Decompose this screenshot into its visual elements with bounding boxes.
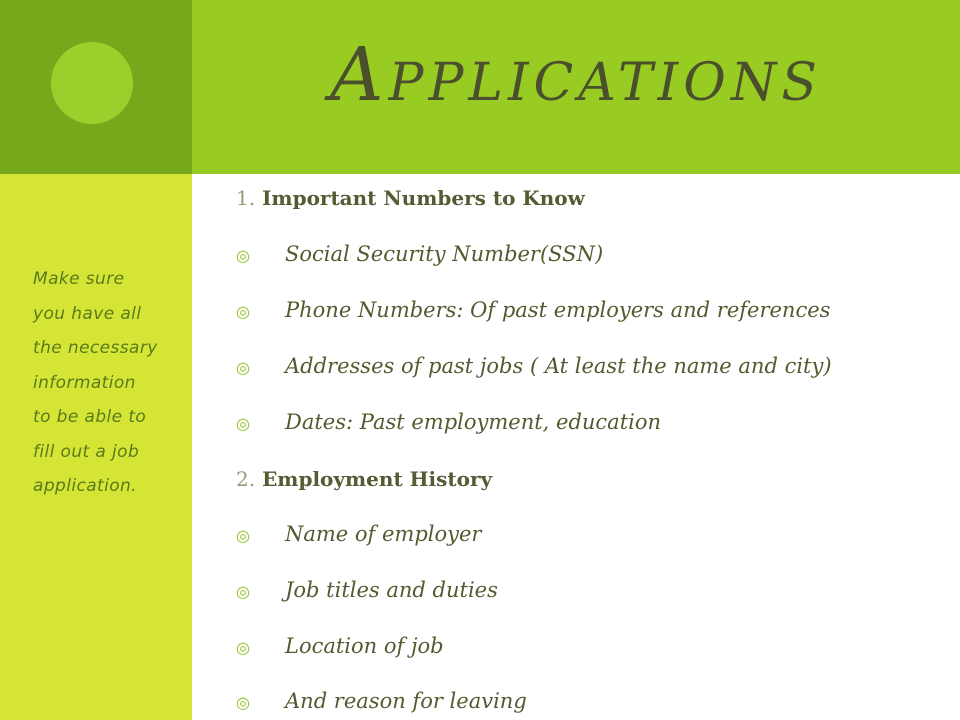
list-item-text: Dates: Past employment, education <box>285 410 662 434</box>
slide-title: Applications <box>330 32 822 118</box>
side-note-line: application. <box>33 476 137 496</box>
list-item <box>236 689 527 713</box>
section-heading-important-numbers <box>236 186 585 210</box>
side-note-line: information <box>33 372 136 393</box>
section-number: 2. <box>236 467 256 491</box>
ring-bullet-icon: ◎ <box>236 414 250 433</box>
side-note-line: you have all <box>33 303 142 324</box>
list-item-text: Job titles and duties <box>285 578 498 602</box>
list-item-text: Name of employer <box>285 522 482 546</box>
ring-bullet-icon: ◎ <box>236 526 250 545</box>
section-number: 1. <box>236 186 256 210</box>
side-note-line: fill out a job <box>33 441 140 462</box>
side-note-line: Make sure <box>33 269 125 289</box>
ring-bullet-icon: ◎ <box>236 358 250 377</box>
side-note <box>33 262 183 504</box>
side-note-line: the necessary <box>33 338 158 358</box>
list-item <box>236 634 444 658</box>
corner-block <box>0 0 192 174</box>
list-item-text: Addresses of past jobs ( At least the name and city) <box>285 354 832 378</box>
decorative-circle <box>51 42 133 124</box>
section-heading-text: Important Numbers to Know <box>262 186 585 210</box>
list-item <box>236 410 661 434</box>
ring-bullet-icon: ◎ <box>236 246 250 265</box>
list-item-text: Social Security Number(SSN) <box>285 242 604 266</box>
list-item <box>236 242 603 266</box>
list-item <box>236 522 481 546</box>
side-note-line: to be able to <box>33 407 147 427</box>
ring-bullet-icon: ◎ <box>236 638 250 657</box>
title-band <box>192 0 960 174</box>
list-item-text: Phone Numbers: Of past employers and references <box>285 298 831 322</box>
list-item <box>236 298 830 322</box>
ring-bullet-icon: ◎ <box>236 302 250 321</box>
list-item-text: Location of job <box>285 634 444 658</box>
list-item <box>236 578 498 602</box>
section-heading-employment-history <box>236 467 492 491</box>
section-heading-text: Employment History <box>262 467 493 491</box>
list-item <box>236 354 832 378</box>
list-item-text: And reason for leaving <box>285 689 527 713</box>
ring-bullet-icon: ◎ <box>236 693 250 712</box>
ring-bullet-icon: ◎ <box>236 582 250 601</box>
